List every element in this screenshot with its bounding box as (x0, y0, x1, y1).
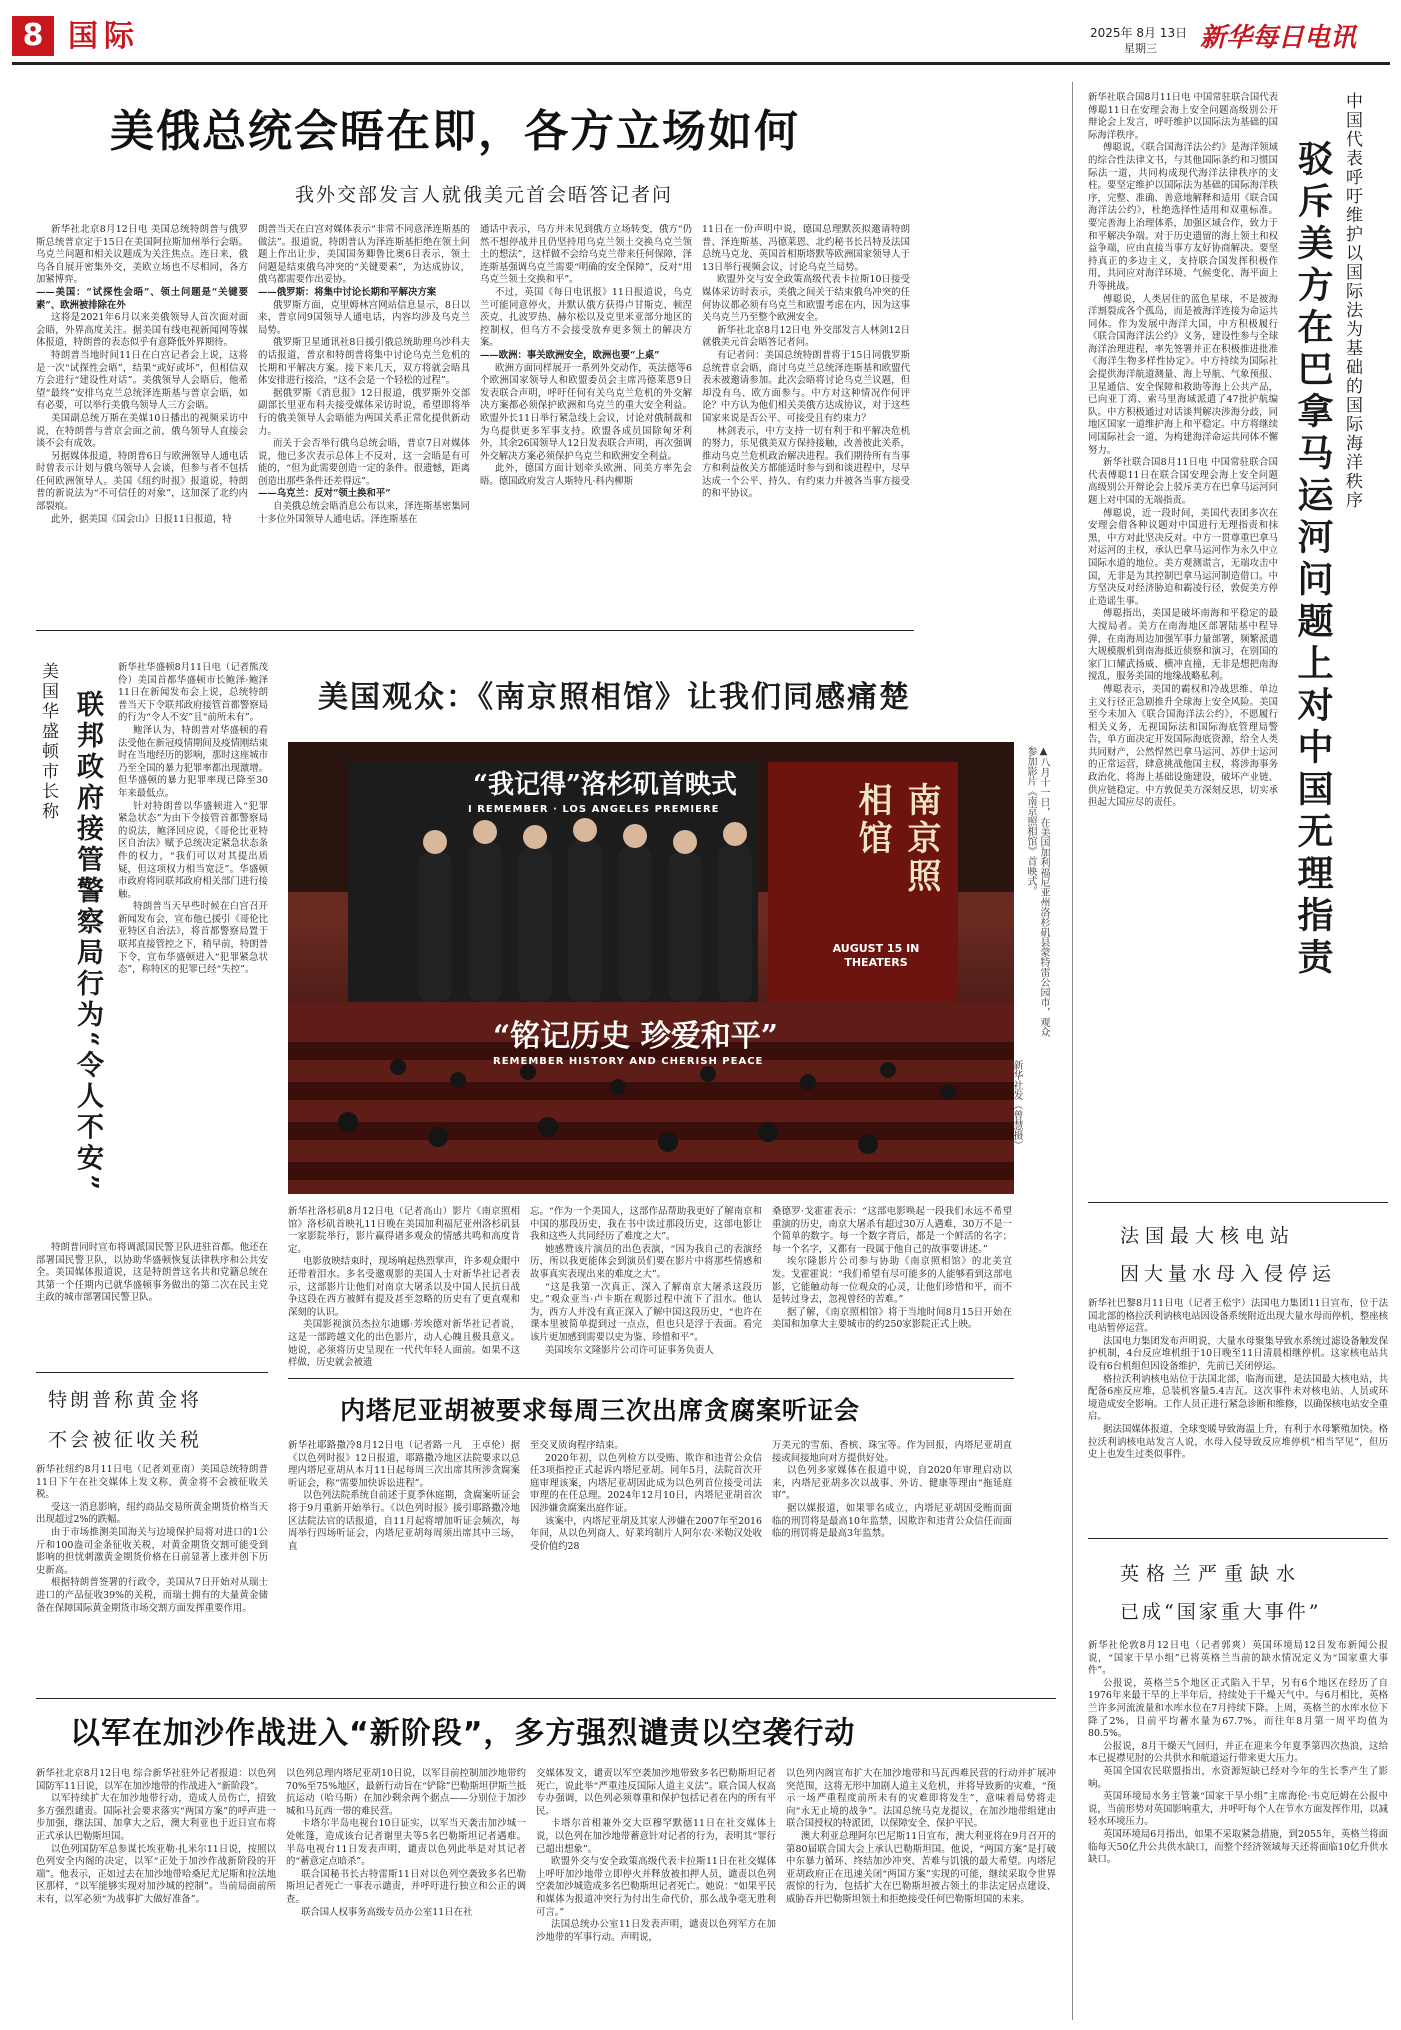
paragraph: 该案中，内塔尼亚胡及其家人涉嫌在2007年至2016年间，从以色列商人、好莱坞制片人阿尔农·米勒汉处收受价值约28 (530, 1515, 762, 1552)
nuclear-headline-line2: 因大量水母入侵停运 (1120, 1263, 1337, 1285)
right-column-divider (1072, 82, 1073, 2020)
paragraph: 据了解，《南京照相馆》将于当地时间8月15日开始在美国和加拿大主要城市的约250家影院正式上映。 (772, 1306, 1012, 1331)
header-rule (12, 62, 1390, 65)
paragraph: 万美元的雪茄、香槟、珠宝等。作为回报，内塔尼亚胡直接或间接地向对方提供好处。 (772, 1440, 1012, 1464)
paragraph: 新华社纽约8月11日电（记者刘亚南）美国总统特朗普11日下午在社交媒体上发文称，黄金将不会被征收关税。 (36, 1464, 268, 1501)
paragraph: 美国影视演员杰拉尔迪娜·芳埃德对新华社记者说，这是一部跨越文化的出色影片，动人心魄且极具意义。她说，必须将历史呈现在一代代年轻人面前。如果不这样做，历史就会被遗 (288, 1319, 520, 1369)
paragraph: 新华社洛杉矶8月12日电（记者高山）影片《南京照相馆》洛杉矶首映礼11日晚在美国加利福尼亚州洛杉矶县一家影院举行，影片赢得诸多观众的情感共鸣和高度肯定。 (288, 1206, 520, 1255)
premiere-photo (288, 742, 1014, 1194)
paragraph: 澳大利亚总理阿尔巴尼斯11日宣布，澳大利亚将在9月召开的第80届联合国大会上承认巴勒斯坦国。他说，“两国方案”是打破中东暴力循环、终结加沙冲突、苦难与饥饿的最大希望。内塔尼亚胡政府正在迅速关闭“两国方案”实现的可能，继续采取令世界震惊的行为，包括扩大在巴勒斯坦被占领土的非法定居点建设、威胁吞并巴勒斯坦领土和拒绝接受任何巴勒斯坦国的未来。 (786, 1830, 1056, 1905)
paragraph: 欧盟外交与安全政策高级代表卡拉斯11日在社交媒体上呼吁加沙地带立即停火并释放被扣押人员，谴责以色列空袭加沙城造成多名巴勒斯坦记者死亡。她说：“如果平民和媒体为报道冲突行为付出生命代价，那么战争毫无胜利可言。” (536, 1856, 776, 1918)
netanyahu-headline: 内塔尼亚胡被要求每周三次出席贪腐案听证会 (340, 1396, 861, 1425)
mayor-body-continued (36, 1242, 268, 1368)
paragraph: 新华社北京8月12日电 美国总统特朗普与俄罗斯总统普京定于15日在美国阿拉斯加州举行会晤。乌克兰问题和相关议题成为关注焦点。连日来，俄乌各自展开密集外交，美欧立场也不尽相同，各方加紧博弈。 (36, 224, 248, 286)
paragraph: 朗普当天在白宫对媒体表示“非常不同意泽连斯基的做法”。报道说，特朗普认为泽连斯基拒绝在领土问题上作出让步，美国国务卿鲁比奥6日表示，领土问题是结束俄乌冲突的“关键要素”，为达成协议，俄乌都需要作出妥协。 (258, 224, 470, 286)
paragraph: 自美俄总统会晤消息公布以来，泽连斯基密集同十多位外国领导人通电话。泽连斯基在 (258, 501, 470, 525)
paragraph: 新华社北京8月12日电 综合新华社驻外记者报道：以色列国防军11日说，以军在加沙地带的作战进入“新阶段”。 (36, 1768, 276, 1792)
right-top-kicker: 中国代表呼吁维护以国际法为基础的国际海洋秩序 (1342, 92, 1362, 510)
paragraph: 公报说，英格兰5个地区正式陷入干旱，另有6个地区在经历了自1976年来最干旱的上半年后，持续处于干燥天气中。与6月相比，英格兰许多河流流量和水库水位在7月持续下降。上周，英格兰的水库水位下降了2%，目前平均蓄水量为67.7%，而往年8月第一周平均值为80.5%。 (1088, 1677, 1388, 1740)
issue-weekday: 星期三 (1124, 42, 1157, 55)
paragraph: 傅聪指出，美国是破坏南海和平稳定的最大搅局者。美方在南海地区部署陆基中程导弹，在南海周边加强军事力量部署，频繁派遣大规模舰机到南海抵近侦察和演习，在别国的家门口耀武扬威、横冲直撞，无非是想把南海搅乱，服务美国的地缘战略私利。 (1088, 608, 1278, 683)
paragraph: 2020年初，以色列检方以受贿、欺诈和违背公众信任3项指控正式起诉内塔尼亚胡。同年5月，法院首次开庭审理该案，内塔尼亚胡因此成为以色列首位接受司法审理的在任总理。2024年12月10日，内塔尼亚胡首次因涉嫌贪腐案出庭作证。 (530, 1452, 762, 1514)
top-article-bottom-rule (36, 630, 914, 631)
subheading: ——美国：“试探性会晤”、领土问题是“关键要素”、欧洲被排除在外 (36, 286, 248, 311)
film-body-col2 (530, 1206, 762, 1372)
paragraph: 林剑表示，中方支持一切有利于和平解决危机的努力，乐见俄美双方保持接触，改善彼此关系，推动乌克兰危机政治解决进程。我们期待所有当事方和利益攸关方都能适时参与到和谈进程中，尽早达成一个公平、持久、有约束力并被各当事方接受的和平协议。 (702, 425, 910, 500)
drought-body (1088, 1640, 1388, 2018)
mayor-headline: 联邦政府接管警察局行为“令人不安” (72, 690, 103, 1195)
poster-release-date: AUGUST 15 IN THEATERS (832, 942, 920, 969)
drought-headline-line2: 已成“国家重大事件” (1120, 1601, 1322, 1623)
paragraph: 傅聪说，人类居住的蓝色星球，不是被海洋割裂成各个孤岛，而是被海洋连接为命运共同体。作为发展中海洋大国，中方积极履行《联合国海洋法公约》义务，建设性参与全球海洋治理进程，率先签署并正在积极推进批准《海洋生物多样性协定》。中方持续为国际社会提供海洋航道测量、海上导航、气象预报、卫星通信、安全保障和救助等海上公共产品，已向亚丁湾、索马里海域派遣了47批护航编队。中方积极通过对话谈判解决涉海分歧，同地区国家一道维护海上和平稳定。中方将继续同国际社会一道，为构建海洋命运共同体不懈努力。 (1088, 293, 1278, 456)
paragraph: 据俄罗斯《消息报》12日报道，俄罗斯外交部副部长里亚布科夫接受媒体采访时说，希望即将举行的俄美领导人会晤能为两国关系正常化提供新动力。 (258, 387, 470, 437)
paragraph: 交媒体发文，谴责以军空袭加沙地带致多名巴勒斯坦记者死亡，说此举“严重违反国际人道主义法”。联合国人权高专办强调，以色列必须尊重和保护包括记者在内的所有平民。 (536, 1768, 776, 1817)
paragraph: 卡塔尔半岛电视台10日证实，以军当天袭击加沙城一处帐篷，造成该台记者谢里夫等5名巴勒斯坦记者遇难。半岛电视台11日发表声明，谴责以色列此举是对其记者的“蓄意定点暗杀”。 (286, 1818, 526, 1868)
right-top-headline: 驳斥美方在巴拿马运河问题上对中国无理指责 (1292, 140, 1334, 980)
film-body-col1 (288, 1206, 520, 1372)
banner-premiere-title: “我记得”洛杉矶首映式 (473, 770, 737, 800)
paragraph: 美国埃尔文隆影片公司许可证事务负责人 (545, 1344, 714, 1356)
gaza-body-col3 (536, 1768, 776, 2022)
paragraph: 俄罗斯方面，克里姆林宫网站信息显示，8日以来，普京同9国领导人通电话，内容均涉及乌克兰局势。 (258, 299, 470, 336)
paragraph: 英国全国农民联盟指出，水资源短缺已经对今年的生长季产生了影响。 (1088, 1765, 1388, 1790)
paragraph: 傅聪说，近一段时间，美国代表团多次在安理会借各种议题对中国进行无理指责和抹黑，中方对此坚决反对。中方一贯尊重巴拿马对运河的主权，承认巴拿马运河作为永久中立国际水道的地位。美方观测谎言，无端攻击中国，无非是为其控制巴拿马运河制造借口。中方坚决反对经济胁迫和霸凌行径，敦促美方停止造谣生事。 (1088, 507, 1278, 607)
netanyahu-body-col2 (530, 1440, 762, 1648)
paragraph: 俄罗斯卫星通讯社8日援引俄总统助理乌沙科夫的话报道，普京和特朗普将集中讨论乌克兰危机的长期和平解决方案。接下来几天，双方将就会晤具体安排进行接洽，“这不会是一个轻松的过程”。 (258, 337, 470, 387)
paragraph: 根据特朗普签署的行政令，美国从7日开始对从瑞士进口的产品征收39%的关税，而瑞士拥有的大量黄金储备在保障国际黄金期货市场交割方面发挥重要作用。 (36, 1577, 268, 1614)
paragraph: 卡塔尔首相兼外交大臣穆罕默德11日在社交媒体上说，以色列在加沙地带蓄意针对记者的行为，表明其“罪行已超出想象”。 (536, 1818, 776, 1855)
paragraph: 联合国秘书长古特雷斯11日对以色列空袭致多名巴勒斯坦记者死亡一事表示谴责，并呼吁进行独立和公正的调查。 (286, 1868, 526, 1905)
paragraph: 美国副总统万斯在美媒10日播出的视频采访中说，在特朗普与普京会面之前，俄乌领导人直接会谈不会有成效。 (36, 412, 248, 450)
paragraph: 新华社伦敦8月12日电（记者郭爽）英国环境局12日发布新闻公报说，“国家干旱小组”已将英格兰当前的缺水情况定义为“国家重大事件”。 (1088, 1640, 1388, 1677)
page-number-badge: 8 (12, 16, 54, 56)
paragraph: 新华社北京8月12日电 外交部发言人林剑12日就俄美元首会晤答记者问。 (702, 324, 910, 349)
top-headline: 美俄总统会晤在即，各方立场如何 (110, 106, 800, 157)
top-article-col4 (702, 224, 910, 620)
netanyahu-body-col1 (288, 1440, 520, 1648)
paragraph: 桑德罗·戈霍霍表示：“这部电影唤起一段我们永远不希望重演的历史，南京大屠杀有超过30万人遇难，30万不是一个简单的数字。每一个数字背后，都是一个鲜活的名字；每一个名字，又都有一段属于他自己的故事要讲述。” (772, 1206, 1012, 1255)
paragraph: 新华社联合国8月11日电 中国常驻联合国代表傅聪11日在联合国安理会海上安全问题高级别公开辩论会上驳斥美方在巴拿马运河问题上对中国的无端指责。 (1088, 457, 1278, 506)
paragraph: 此外，德国方面计划牵头欧洲、同美方率先会晤。德国政府发言人斯特凡·科内柳斯 (480, 463, 692, 487)
paragraph: 电影放映结束时，现场响起热烈掌声，许多观众眼中还带着泪水。多名受邀观影的美国人士对新华社记者表示，这部影片让他们对南京大屠杀以及中国人民抗日战争这段在西方被鲜有提及甚至忽略的历史有了更直观和深刻的认识。 (288, 1256, 520, 1318)
paragraph: 新华社耶路撒冷8月12日电（记者路一凡 王卓伦）据《以色列时报》12日报道，耶路撒冷地区法院要求以总理内塔尼亚胡从本月11日起每周三次出席其所涉贪腐案听证会，称“需要加快诉讼进程”。 (288, 1440, 520, 1489)
paragraph: 至交叉质询程序结束。 (530, 1440, 624, 1451)
netanyahu-body-col3 (772, 1440, 1012, 1648)
issue-date: 2025年 8月 13日 (1090, 26, 1188, 40)
paragraph: 傅聪表示，美国的霸权和冷战思维、单边主义行径正急剧推升全球海上安全风险。美国至今未加入《联合国海洋法公约》，不愿履行相关义务，无视国际法和国际海底管理局警告，单方面决定开发国际海底资源，给全人类共同财产，公然悍然巴拿马运河、苏伊士运河的正常运营，肆意挑战他国主权，将涉海事务政治化、将海上基础设施建设，破坏产业链、供应链稳定。中方敦促美方深刻反思，切实承担起大国应尽的责任。 (1088, 683, 1278, 809)
banner-remember-history: “铭记历史 珍爱和平” (493, 1019, 778, 1054)
poster-title: 南京照相馆 (852, 782, 941, 896)
banner-remember-history-en: REMEMBER HISTORY AND CHERISH PEACE (493, 1056, 764, 1067)
paragraph: 11日在一份声明中说，德国总理默茨拟邀请特朗普、泽连斯基、冯德莱恩、北约秘书长吕特及法国总统马克龙、英国首相斯塔默等欧洲国家领导人于13日举行视频会议，讨论乌克兰局势。 (702, 224, 910, 273)
right-divider-1 (1088, 1202, 1388, 1203)
paragraph: 据法国媒体报道，全球变暖导致海温上升，有利于水母繁殖加快。格拉沃利讷核电站发言人说，水母入侵导致反应堆停机“相当罕见”，但历史上也发生过类似事件。 (1088, 1423, 1388, 1461)
gaza-top-rule (36, 1698, 1056, 1699)
right-divider-2 (1088, 1538, 1388, 1539)
film-body-col3 (772, 1206, 1012, 1372)
paragraph: 这将是2021年6月以来美俄领导人首次面对面会晤，外界高度关注。据美国有线电视新闻网等媒体报道，特朗普的表态似乎有意降低外界期待。 (36, 312, 248, 349)
paragraph: 以色列国防军总参谋长埃亚勒·扎米尔11日说，按照以色列安全内阁的决定，以军“正处于加沙作战新阶段的开端”。他表示，正如过去在加沙地带哈桑尼尤尼斯和拉法地区那样，“以军能够实现对加沙城的控制”。当前局面前所未有，以军必须“为战事扩大做好准备”。 (36, 1843, 276, 1905)
section-name: 国际 (68, 19, 140, 54)
banner-premiere-subtitle: I REMEMBER · LOS ANGELES PREMIERE (468, 804, 720, 815)
film-bottom-rule (288, 1378, 1014, 1379)
paragraph: 英国环境局6月指出，如果不采取紧急措施，到2055年，英格兰将面临每天50亿升公共供水缺口，而整个经济领域每天还将面临10亿升供水缺口。 (1088, 1828, 1388, 1866)
mayor-kicker: 美国华盛顿市长称 (38, 662, 58, 822)
top-article-col2 (258, 224, 470, 620)
subheading: ——乌克兰：反对“领土换和平” (258, 488, 391, 500)
paragraph: 法国电力集团发布声明说，大量水母聚集导致水系统过滤设备触发保护机制，4台反应堆机组于10日晚至11日清晨相继停机。这家核电站共设有6台机组但因设备维护，先前已关闭停运。 (1088, 1335, 1388, 1372)
subheading: ——欧洲：事关欧洲安全，欧洲也要“上桌” (480, 349, 660, 361)
nuclear-body (1088, 1298, 1388, 1526)
paragraph: 忘。“作为一个美国人，这部作品帮助我更好了解南京和中国的那段历史，我在书中读过那段历史，这部电影让我和这些人共同经历了难度之大”。 (530, 1206, 762, 1243)
gaza-body-col4 (786, 1768, 1056, 2022)
paragraph: 另据媒体报道，特朗普6日与欧洲领导人通电话时曾表示计划与俄乌领导人会谈，但参与者不包括任何欧洲领导人。美国《纽约时报》报道说，特朗普的新说法为“不可信任的对象”，这加深了北约内部裂痕。 (36, 450, 248, 513)
paragraph: 以军持续扩大在加沙地带行动，造成人员伤亡，招致多方强烈谴责。国际社会要求落实“两国方案”的呼声进一步加强，继法国、加拿大之后，澳大利亚也于近日宣布将正式承认巴勒斯坦国。 (36, 1793, 276, 1842)
paragraph: 公报说，8月干燥天气回归，并正在迎来今年夏季第四次热浪，这给本已捉襟见肘的公共供水和航道运行带来更大压力。 (1088, 1740, 1388, 1765)
film-headline: 美国观众：《南京照相馆》让我们同感痛楚 (318, 680, 911, 715)
mayor-body (118, 662, 268, 1290)
paragraph: 以色列法院系统自前述于夏季休庭期，贪腐案听证会将于9月重新开始举行。《以色列时报》援引耶路撒冷地区法院法官的话报道，自11月起将增加听证会频次，每周举行四场听证会，内塔尼亚胡每周须出席其中三场，直 (288, 1490, 520, 1552)
paragraph: 埃尔隆影片公司参与协助《南京照相馆》的北美宣发。戈霍霍说：“我们希望有尽可能多的人能够看到这部电影，它能触动每一位观众的心灵，让他们珍惜和平，而不是转过身去，忽视曾经的苦难。” (772, 1256, 1012, 1306)
paragraph: 法国总统办公室11日发表声明，谴责以色列军方在加沙地带的军事行动。声明说， (536, 1919, 776, 1943)
paragraph: 特朗普同时宣布将调派国民警卫队进驻首都。他还在部署国民警卫队，以协助华盛顿恢复法律秩序和公共安全。美国媒体报道说，这是特朗普这名共和党籍总统在其第一个任期内已就华盛顿事务做出的第二次在民主党主政的城市部署国民警卫队。 (36, 1242, 268, 1304)
nuclear-headline-line1: 法国最大核电站 (1120, 1225, 1296, 1247)
paragraph: 新华社华盛顿8月11日电（记者熊茂伶）美国首都华盛顿市长鲍泽·鲍泽11日在新闻发布会上说，总统特朗普当天下令联邦政府接管首都警察局的行为“令人不安”且“前所未有”。 (118, 662, 268, 724)
paragraph: 以色列多家媒体在报道中说，自2020年审理启动以来，内塔尼亚胡多次以战事、外访、健康等理由“拖延庭审”。 (772, 1465, 1012, 1502)
paragraph: 格拉沃利讷核电站位于法国北部，临海而建，是法国最大核电站，共配备6座反应堆，总装机容量5.4吉瓦。这次事件未对核电站、人员或环境造成安全影响。工作人员正进行紧急诊断和维修，以确保核电站安全重启。 (1088, 1373, 1388, 1423)
gaza-body-col2 (286, 1768, 526, 2022)
paragraph: 她感赞该片演员的出色表演，“因为我自己的表演经历，所以我更能体会到演员们要在影片中将那些情感和故事真实表现出来的难度之大”。 (530, 1243, 762, 1280)
paragraph: 针对特朗普以华盛顿进入“犯罪紧急状态”为由下令接管首都警察局的说法，鲍泽回应说，《哥伦比亚特区自治法》赋予总统决定紧急状态条件的权力，“我们可以对其提出质疑，但这项权力相当宽泛”。华盛顿市政府将同联邦政府相关部门进行接触。 (118, 800, 268, 900)
gold-headline-line1: 特朗普称黄金将 (48, 1389, 203, 1411)
paragraph: 有记者问：美国总统特朗普将于15日同俄罗斯总统普京会晤，商讨乌克兰总统泽连斯基和欧盟代表未被邀请参加。此次会晤将讨论乌克兰议题，但却没有乌、欧方面参与。中方对这种情况作何评论？中方认为他们相关美俄方达成协议，对于这些国家来说是否公平、可接受且有约束力？ (702, 349, 910, 424)
paper-masthead: 新华每日电讯 (1200, 23, 1357, 53)
paragraph: 联合国人权事务高级专员办公室11日在社 (301, 1906, 473, 1918)
paragraph: 由于市场推测美国海关与边境保护局将对进口的1公斤和100盎司金条征收关税，对黄金期货交割可能受到影响的担忧刺激黄金期货价格在日前显著上涨并创下历史新高。 (36, 1526, 268, 1576)
paragraph: 以色列总理内塔尼亚胡10日说，以军目前控制加沙地带约70%至75%地区，最新行动旨在“铲除”巴勒斯坦伊斯兰抵抗运动（哈马斯）在加沙剩余两个据点——分别位于加沙城和马瓦西一带的难民营。 (286, 1768, 526, 1817)
subheading: ——俄罗斯：将集中讨论长期和平解决方案 (258, 286, 437, 298)
gold-headline-line2: 不会被征收关税 (48, 1429, 203, 1451)
paragraph: 新华社巴黎8月11日电（记者王松宇）法国电力集团11日宣布，位于法国北部的格拉沃利讷核电站因设备系统附近出现大量水母而停机，整座核电站暂停运营。 (1088, 1298, 1388, 1335)
top-article-col1 (36, 224, 248, 620)
paragraph: 欧洲方面同样展开一系列外交动作，英法德等6个欧洲国家领导人和欧盟委员会主席冯德莱恩9日发表联合声明，呼吁任何有关乌克兰危机的外交解决方案都必须保护欧洲和乌克兰的重大安全利益。欧盟外长11日举行紧急线上会议，讨论对俄制裁和为乌提供更多军事支持。欧盟各成员国除匈牙利外，其余26国领导人12日发表联合声明，再次强调外交解决方案必须保护乌克兰和欧洲安全利益。 (480, 362, 692, 462)
left-divider-1 (36, 1372, 268, 1373)
top-article-col3 (480, 224, 692, 620)
paragraph: 特朗普当地时间11日在白宫记者会上说，这将是一次“试探性会晤”，结果“或好或坏”，但相信双方会进行“建设性对话”。美俄领导人会晤后，他希望“最终”安排乌克兰总统泽连斯基与普京会晤，如有必要，可以举行美俄乌领导人三方会晤。 (36, 349, 248, 412)
top-subhead: 我外交部发言人就俄美元首会晤答记者问 (295, 184, 674, 206)
paragraph: 据以媒报道，如果罪名成立，内塔尼亚胡因受贿而面临的刑罚将是最高10年监禁，因欺诈和违背公众信任而面临的刑罚将是最高3年监禁。 (772, 1502, 1012, 1540)
paragraph: 特朗普当天早些时候在白宫召开新闻发布会，宣布他已援引《哥伦比亚特区自治法》，将首都警察局置于联邦直接管控之下，稍早前，特朗普下令，宣布华盛顿进入“犯罪紧急状态”，称特区的犯罪已经“失控”。 (118, 901, 268, 976)
paragraph: 通话中表示，乌方并未见到俄方立场转变，俄方“仍然不想停战并且仍坚持用乌克兰领土交换乌克兰领土的想法”，这样做不会给乌克兰带来任何保障，泽连斯基强调乌克兰需要“明确的安全保障”，反对“用乌克兰领土交换和平”。 (480, 224, 692, 286)
paragraph: 此外，据美国《国会山》日报11日报道，特 (51, 513, 232, 525)
paragraph: 傅聪说，《联合国海洋法公约》是海洋领域的综合性法律文书，与其他国际条约和习惯国际法一道，共同构成现代海洋法律秩序的支柱。要坚定维护以国际法为基础的国际海洋秩序，完整、准确、善意地解释和适用《联合国海洋法公约》，杜绝选择性适用和双重标准。要完善海上治理体系，加强区域合作，致力于和平解决争端。对于历史遗留的海上领土和权益争端，应由直接当事方友好协商解决。要坚持真正的多边主义，支持联合国发挥积极作用，共同应对海洋环境、气候变化、海平面上升等挑战。 (1088, 142, 1278, 292)
paragraph: 不过，英国《每日电讯报》11日报道说，乌克兰可能同意停火，并默认俄方获得卢甘斯克、顿涅茨克、扎波罗热、赫尔松以及克里米亚部分地区的控制权，但乌方不会接受放弃更多领土的解决方案。 (480, 286, 692, 349)
gold-body (36, 1464, 268, 1680)
paragraph: 以色列内阁宣布扩大在加沙地带和马瓦西难民营的行动并扩展冲突范围，这将无形中加剧人道主义危机，并将导致新的灾难，“预示一场严重程度前所未有的灾难即将发生”，意味着局势将走向“永无止境的战争”。法国总统马克龙提议，在加沙地带组建由联合国授权的特派团，以保障安全、保护平民。 (786, 1768, 1056, 1830)
paragraph: 而关于会否举行俄乌总统会晤，普京7日对媒体说，他已多次表示总体上不反对，这一会晤是有可能的，“但为此需要创造一定的条件。很遗憾，距离创造出那些条件还差得远”。 (258, 438, 470, 487)
gaza-headline: 以军在加沙作战进入“新阶段”，多方强烈谴责以空袭行动 (70, 1716, 856, 1751)
paragraph: 受这一消息影响，纽约商品交易所黄金期货价格当天出现超过2%的跌幅。 (36, 1501, 268, 1526)
paragraph: 英国环境局水务主管兼“国家干旱小组”主席海伦·韦克厄姆在公报中说，当前形势对英国影响重大，并呼吁每个人在节水方面发挥作用，以减轻水环境压力。 (1088, 1791, 1388, 1828)
photo-caption: ▲八月十一日，在美国加利福尼亚州洛杉矶县蒙特雷公园市，观众参加影片《南京照相馆》首映式。 (1025, 746, 1049, 1037)
right-top-body (1088, 92, 1278, 1197)
photo-credit: 新华社发（曾慧摄） (1011, 1060, 1022, 1150)
drought-headline-line1: 英格兰严重缺水 (1120, 1563, 1303, 1585)
paragraph: “这是我第一次真正、深入了解南京大屠杀这段历史。”观众亚当·卢卡斯在观影过程中流下了泪水。他认为，西方人并没有真正深入了解中国这段历史，“也许在课本里被简单提到过一点点，但也只是浮于表面。看完该片更加感到需要以史为鉴、珍惜和平”。 (530, 1281, 762, 1343)
gaza-body-col1 (36, 1768, 276, 2022)
paragraph: 鲍泽认为，特朗普对华盛顿的看法受他在新冠疫情期间及疫情刚结束时在当地经历的影响，那时这座城市乃至全国的暴力犯罪率都出现激增。但华盛顿的暴力犯罪率现已降至30年来最低点。 (118, 724, 268, 799)
paragraph: 欧盟外交与安全政策高级代表卡拉斯10日接受媒体采访时表示，美俄之间关于结束俄乌冲突的任何协议都必须有乌克兰和欧盟考虑在内，因为这事关乌克兰乃至整个欧洲安全。 (702, 274, 910, 324)
paragraph: 新华社联合国8月11日电 中国常驻联合国代表傅聪11日在安理会海上安全问题高级别公开辩论会上发言，呼吁维护以国际法为基础的国际海洋秩序。 (1088, 92, 1278, 141)
